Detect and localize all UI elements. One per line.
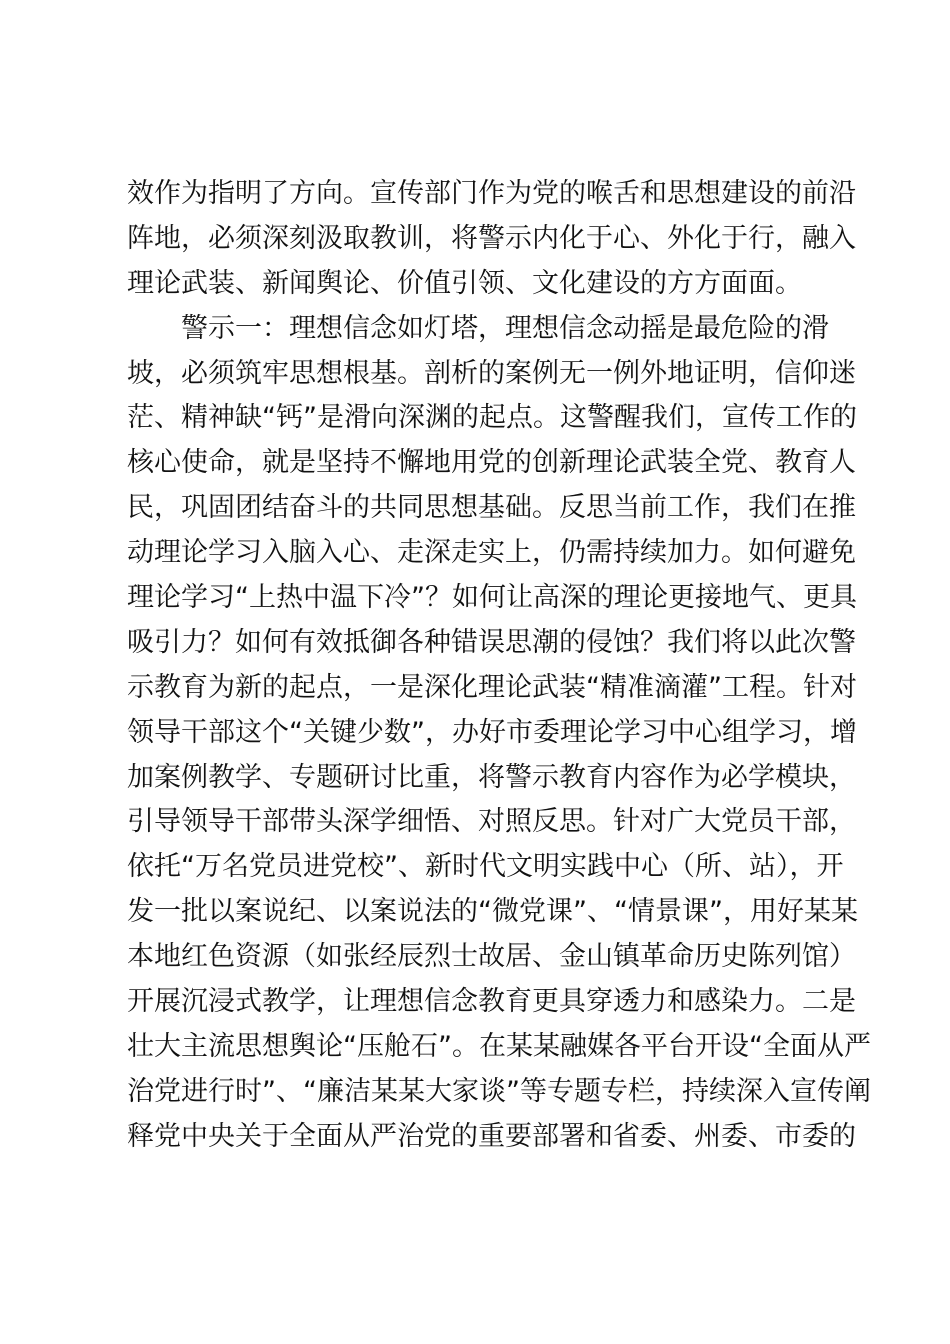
text-line: 坡，必须筑牢思想根基。剖析的案例无一例外地证明，信仰迷: [127, 357, 856, 389]
text-line-paragraph-start: 警示一：理想信念如灯塔，理想信念动摇是最危险的滑: [181, 312, 829, 344]
body-text: [127, 172, 871, 1160]
text-line: 治党进行时”、“廉洁某某大家谈”等专题专栏，持续深入宣传阐: [127, 1075, 871, 1107]
text-line: 领导干部这个“关键少数”，办好市委理论学习中心组学习，增: [127, 716, 857, 748]
text-line: 理论武装、新闻舆论、价值引领、文化建设的方方面面。: [127, 267, 802, 299]
text-line: 发一批以案说纪、以案说法的“微党课”、“情景课”，用好某某: [127, 896, 858, 928]
text-line: 民，巩固团结奋斗的共同思想基础。反思当前工作，我们在推: [127, 492, 856, 524]
text-line: 释党中央关于全面从严治党的重要部署和省委、州委、市委的: [127, 1120, 856, 1152]
text-line: 吸引力？如何有效抵御各种错误思潮的侵蚀？我们将以此次警: [127, 626, 856, 658]
text-line: 开展沉浸式教学，让理想信念教育更具穿透力和感染力。二是: [127, 986, 856, 1018]
text-line: 引导领导干部带头深学细悟、对照反思。针对广大党员干部，: [127, 806, 856, 838]
text-line: 理论学习“上热中温下冷”？如何让高深的理论更接地气、更具: [127, 582, 857, 614]
text-line: 加案例教学、专题研讨比重，将警示教育内容作为必学模块，: [127, 761, 856, 793]
text-line: 本地红色资源（如张经辰烈士故居、金山镇革命历史陈列馆）: [127, 941, 856, 973]
text-line: 壮大主流思想舆论“压舱石”。在某某融媒各平台开设“全面从严: [127, 1030, 871, 1062]
text-line: 茫、精神缺“钙”是滑向深渊的起点。这警醒我们，宣传工作的: [127, 402, 857, 434]
text-line: 核心使命，就是坚持不懈地用党的创新理论武装全党、教育人: [127, 447, 856, 479]
text-line: 示教育为新的起点，一是深化理论武装“精准滴灌”工程。针对: [127, 671, 857, 703]
text-line: 效作为指明了方向。宣传部门作为党的喉舌和思想建设的前沿: [127, 178, 856, 209]
text-line: 阵地，必须深刻汲取教训，将警示内化于心、外化于行，融入: [127, 222, 856, 254]
text-line: 动理论学习入脑入心、走深走实上，仍需持续加力。如何避免: [127, 537, 856, 569]
text-line: 依托“万名党员进党校”、新时代文明实践中心（所、站），开: [127, 851, 844, 883]
